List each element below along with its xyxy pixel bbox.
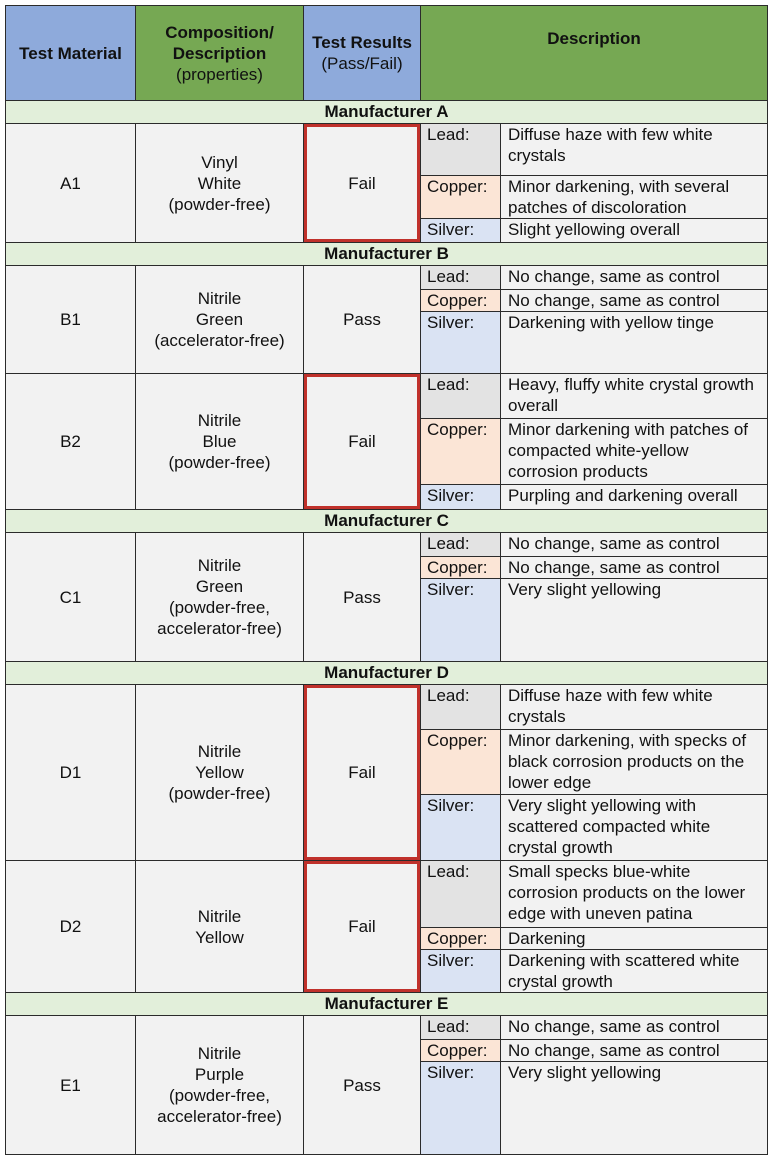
- metal-label: Copper:: [427, 929, 488, 948]
- test-result-cell: [304, 266, 421, 374]
- metal-description-cell: [501, 950, 768, 993]
- metal-description: Darkening with scattered white crystal growth: [508, 951, 740, 991]
- header-description: [421, 6, 768, 101]
- table-row: [6, 124, 768, 176]
- composition-cell: [136, 1016, 304, 1155]
- metal-description: Purpling and darkening overall: [508, 486, 738, 505]
- metal-label: Lead:: [427, 375, 470, 394]
- manufacturer-name: Manufacturer D: [6, 662, 768, 685]
- manufacturer-row: [6, 101, 768, 124]
- composition-line: Yellow: [195, 927, 244, 947]
- header-composition-sub: (properties): [176, 64, 263, 84]
- test-result-cell: [304, 1016, 421, 1155]
- metal-label: Copper:: [427, 731, 488, 750]
- header-test-material: [6, 6, 136, 101]
- result-pass: Pass: [343, 587, 381, 607]
- metal-label: Copper:: [427, 177, 488, 196]
- metal-description: Very slight yellowing with scattered compacted white crystal growth: [508, 796, 711, 857]
- result-pass: Pass: [343, 1075, 381, 1095]
- metal-description: No change, same as control: [508, 1017, 720, 1036]
- metal-description-cell: [501, 312, 768, 374]
- metal-description: Minor darkening, with several patches of discoloration: [508, 177, 730, 217]
- test-material-id: D1: [59, 763, 82, 782]
- metal-label: Lead:: [427, 267, 470, 286]
- metal-label-cell: [421, 312, 501, 374]
- test-material-cell: [6, 533, 136, 662]
- composition-line: Nitrile: [197, 411, 242, 430]
- composition-line: Nitrile: [197, 1044, 242, 1063]
- composition-line: accelerator-free): [157, 1107, 282, 1126]
- metal-label: Silver:: [427, 313, 475, 332]
- metal-label-cell: [421, 1016, 501, 1040]
- composition-line: (powder-free,: [168, 598, 271, 617]
- metal-label-cell: [421, 928, 501, 950]
- metal-description: Small specks blue-white corrosion products on the lower edge with uneven patina: [508, 862, 746, 923]
- metal-label-cell: [421, 579, 501, 662]
- metal-label: Silver:: [427, 220, 475, 239]
- metal-description: No change, same as control: [508, 267, 720, 286]
- composition-line: (powder-free,: [168, 1086, 271, 1105]
- metal-label: Silver:: [427, 796, 475, 815]
- composition-line: Yellow: [195, 763, 244, 782]
- composition-cell: [136, 685, 304, 861]
- manufacturer-name: Manufacturer E: [6, 993, 768, 1016]
- manufacturer-row: [6, 243, 768, 266]
- metal-label: Copper:: [427, 291, 488, 310]
- header-composition-line2: Description: [172, 43, 267, 63]
- metal-label: Copper:: [427, 420, 488, 439]
- metal-description-cell: [501, 533, 768, 557]
- metal-description: No change, same as control: [508, 534, 720, 553]
- table-row: [6, 374, 768, 419]
- header-row: [6, 6, 768, 101]
- composition-line: Purple: [194, 1065, 245, 1084]
- composition-line: Vinyl: [201, 152, 238, 172]
- metal-label-cell: [421, 485, 501, 510]
- manufacturer-row: [6, 993, 768, 1016]
- table-row: [6, 1016, 768, 1040]
- metal-label-cell: [421, 730, 501, 795]
- test-material-cell: [6, 266, 136, 374]
- metal-label-cell: [421, 557, 501, 579]
- table-row: [6, 685, 768, 730]
- table-row: [6, 266, 768, 290]
- metal-description: Very slight yellowing: [508, 1063, 662, 1082]
- metal-description: Very slight yellowing: [508, 580, 662, 599]
- metal-description-cell: [501, 266, 768, 290]
- test-material-cell: [6, 374, 136, 510]
- test-material-id: C1: [59, 587, 82, 607]
- composition-line: (powder-free): [168, 453, 271, 472]
- metal-description-cell: [501, 579, 768, 662]
- composition-line: accelerator-free): [157, 619, 282, 638]
- metal-description: Darkening with yellow tinge: [508, 313, 714, 332]
- metal-label-cell: [421, 124, 501, 176]
- metal-description-cell: [501, 124, 768, 176]
- table-row: [6, 533, 768, 557]
- test-material-id: D2: [59, 917, 82, 936]
- metal-label-cell: [421, 685, 501, 730]
- metal-label: Silver:: [427, 951, 475, 970]
- table-body: [6, 101, 768, 1155]
- header-composition: [136, 6, 304, 101]
- composition-cell: [136, 124, 304, 243]
- metal-description: No change, same as control: [508, 1041, 720, 1060]
- test-material-cell: [6, 124, 136, 243]
- metal-label: Silver:: [427, 486, 475, 505]
- metal-label-cell: [421, 533, 501, 557]
- metal-label: Silver:: [427, 580, 475, 599]
- metal-label-cell: [421, 176, 501, 219]
- metal-label: Lead:: [427, 1017, 470, 1036]
- manufacturer-name: Manufacturer B: [6, 243, 768, 266]
- metal-description: No change, same as control: [508, 291, 720, 310]
- composition-line: Nitrile: [197, 742, 242, 761]
- metal-description-cell: [501, 1040, 768, 1062]
- result-pass: Pass: [343, 310, 381, 329]
- metal-description-cell: [501, 1016, 768, 1040]
- composition-line: Nitrile: [197, 289, 242, 308]
- metal-description-cell: [501, 795, 768, 861]
- composition-line: White: [197, 173, 242, 193]
- metal-description-cell: [501, 557, 768, 579]
- composition-line: Blue: [202, 432, 237, 451]
- glove-test-table: [5, 5, 768, 1155]
- metal-description: Slight yellowing overall: [508, 220, 680, 239]
- metal-description: No change, same as control: [508, 558, 720, 577]
- manufacturer-row: [6, 662, 768, 685]
- metal-description-cell: [501, 290, 768, 312]
- metal-label: Lead:: [427, 686, 470, 705]
- composition-line: Nitrile: [197, 906, 242, 926]
- metal-label: Silver:: [427, 1063, 475, 1082]
- result-fail: Fail: [348, 917, 376, 936]
- metal-description: Diffuse haze with few white crystals: [508, 686, 713, 726]
- composition-line: Green: [195, 577, 244, 596]
- test-result-cell: [304, 374, 421, 510]
- metal-label: Lead:: [427, 125, 470, 144]
- result-fail: Fail: [348, 763, 376, 782]
- test-material-id: B1: [60, 310, 81, 329]
- result-fail: Fail: [348, 173, 376, 193]
- metal-description: Heavy, fluffy white crystal growth overall: [508, 375, 754, 415]
- composition-line: Nitrile: [197, 556, 242, 575]
- metal-label-cell: [421, 950, 501, 993]
- metal-description-cell: [501, 685, 768, 730]
- manufacturer-name: Manufacturer A: [6, 101, 768, 124]
- metal-description-cell: [501, 1062, 768, 1155]
- metal-description: Darkening: [508, 929, 586, 948]
- metal-label-cell: [421, 374, 501, 419]
- metal-description-cell: [501, 374, 768, 419]
- header-description-label: Description: [547, 29, 641, 48]
- metal-label: Copper:: [427, 558, 488, 577]
- test-material-cell: [6, 685, 136, 861]
- composition-cell: [136, 861, 304, 993]
- metal-label: Lead:: [427, 862, 470, 881]
- test-result-cell: [304, 861, 421, 993]
- metal-description-cell: [501, 176, 768, 219]
- test-material-cell: [6, 1016, 136, 1155]
- metal-description-cell: [501, 485, 768, 510]
- test-result-cell: [304, 124, 421, 243]
- metal-description-cell: [501, 730, 768, 795]
- metal-label-cell: [421, 219, 501, 243]
- metal-description: Diffuse haze with few white crystals: [508, 125, 713, 165]
- test-result-cell: [304, 533, 421, 662]
- header-test-material-label: Test Material: [19, 43, 122, 63]
- composition-line: (powder-free): [168, 784, 271, 803]
- metal-label-cell: [421, 1062, 501, 1155]
- metal-label-cell: [421, 290, 501, 312]
- header-results-sub: (Pass/Fail): [321, 54, 403, 73]
- composition-line: (powder-free): [168, 194, 271, 214]
- metal-label: Copper:: [427, 1041, 488, 1060]
- test-material-cell: [6, 861, 136, 993]
- metal-description-cell: [501, 219, 768, 243]
- metal-label-cell: [421, 795, 501, 861]
- manufacturer-row: [6, 510, 768, 533]
- metal-description: Minor darkening, with specks of black corrosion products on the lower edge: [508, 731, 747, 792]
- test-result-cell: [304, 685, 421, 861]
- header-test-results: [304, 6, 421, 101]
- table-row: [6, 861, 768, 928]
- test-material-id: B2: [60, 432, 81, 451]
- composition-line: (accelerator-free): [154, 331, 285, 350]
- metal-label-cell: [421, 861, 501, 928]
- test-material-id: A1: [60, 173, 81, 193]
- metal-label-cell: [421, 1040, 501, 1062]
- metal-description-cell: [501, 928, 768, 950]
- metal-description-cell: [501, 419, 768, 485]
- metal-label: Lead:: [427, 534, 470, 553]
- header-composition-line1: Composition/: [165, 22, 274, 42]
- header-results-line1: Test Results: [312, 33, 412, 52]
- result-fail: Fail: [348, 432, 376, 451]
- metal-label-cell: [421, 419, 501, 485]
- composition-cell: [136, 266, 304, 374]
- metal-label-cell: [421, 266, 501, 290]
- manufacturer-name: Manufacturer C: [6, 510, 768, 533]
- composition-cell: [136, 374, 304, 510]
- composition-line: Green: [195, 310, 244, 329]
- composition-cell: [136, 533, 304, 662]
- metal-description-cell: [501, 861, 768, 928]
- metal-description: Minor darkening with patches of compacted white-yellow corrosion products: [508, 420, 749, 481]
- test-material-id: E1: [60, 1075, 81, 1095]
